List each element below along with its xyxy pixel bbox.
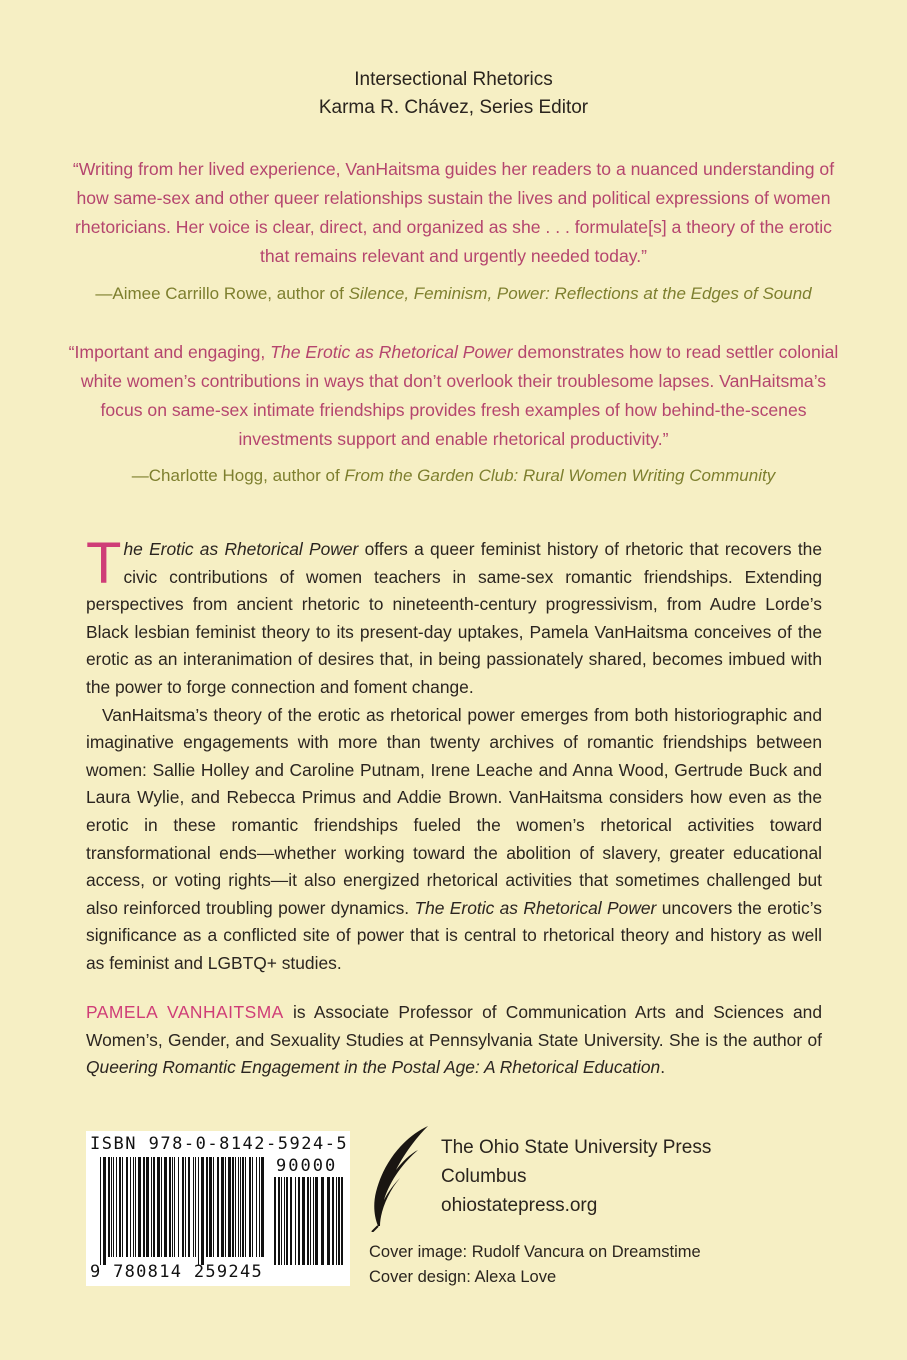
barcode-bar: [249, 1157, 251, 1257]
barcode-bar: [157, 1157, 160, 1257]
addon-bar: [295, 1177, 296, 1265]
addon-bar: [302, 1177, 305, 1265]
barcode-bar: [122, 1157, 123, 1257]
ean-number: 9 780814 259245: [90, 1262, 264, 1282]
author-bio: [86, 999, 822, 1082]
barcode-bar: [242, 1157, 244, 1257]
addon-bar: [310, 1177, 311, 1265]
description-paragraph-2: [86, 702, 822, 978]
barcode-bar: [185, 1157, 186, 1257]
series-name: Intersectional Rhetorics: [354, 69, 553, 90]
barcode-bar: [108, 1157, 110, 1257]
endorsement-quote-1: “Writing from her lived experience, VanHaitsma guides her readers to a nuanced understanding of how same-sex and other queer relationships sustain the lives and political expressions of women rhetoricians. Her voice is clear, direct, and organized as she . . . formulate[s] a theory of the erotic that remains relevant and urgently needed today.”: [72, 159, 835, 266]
publisher-name: The Ohio State University Press: [441, 1137, 712, 1158]
barcode-bar: [172, 1157, 173, 1257]
addon-bar: [336, 1177, 337, 1265]
addon-bar: [315, 1177, 318, 1265]
isbn-number: ISBN 978-0-8142-5924-5: [90, 1134, 349, 1154]
barcode-bar: [232, 1157, 234, 1257]
cover-design-credit: Cover design: Alexa Love: [369, 1268, 557, 1286]
barcode-bar: [161, 1157, 162, 1257]
addon-bar: [286, 1177, 288, 1265]
addon-bar: [298, 1177, 300, 1265]
addon-bar: [290, 1177, 292, 1265]
book-title-inline-2: The Erotic as Rhetorical Power: [414, 897, 657, 918]
quote-prefix-2: “Important and engaging,: [68, 342, 271, 362]
addon-bar: [338, 1177, 340, 1265]
description-p1-text: offers a queer feminist history of rhetoric that recovers the civic contributions of women teachers in same-sex romantic friendships. Extending perspectives from ancient rhetoric to nineteenth-century progressivism, from Audre Lorde’s Black lesbian feminist theory to its present-day uptakes, Pamela VanHaitsma conceives of the erotic as an interanimation of desires that, in being passionately shared, becomes imbued with the power to forge connection and foment change.: [86, 539, 822, 697]
description-p2-end: uncovers the erotic’s significance as a conflicted site of power that is central to rhetorical theory and history as well as feminist and LGBTQ+ studies.: [86, 897, 822, 973]
endorsement-quote-2: [60, 338, 847, 454]
barcode-bar: [126, 1157, 128, 1257]
barcode-bar: [193, 1157, 194, 1257]
attribution-title-2: From the Garden Club: Rural Women Writing Community: [344, 466, 776, 485]
barcode-bar: [103, 1157, 106, 1265]
barcode-bar: [178, 1157, 179, 1257]
cover-credits: [369, 1240, 701, 1290]
series-editor: Karma R. Chávez, Series Editor: [318, 97, 589, 118]
barcode-bar: [174, 1157, 175, 1257]
author-bio-text: is Associate Professor of Communication Arts and Sciences and Women’s, Gender, and Sexuality Studies at Pennsylvania State University. She is the author of: [86, 1002, 823, 1050]
barcode-bar: [221, 1157, 224, 1257]
barcode-bar: [201, 1157, 204, 1265]
barcode-bar: [169, 1157, 171, 1257]
barcode-bar: [252, 1157, 253, 1257]
barcode-bar: [146, 1157, 149, 1257]
barcode-bar: [209, 1157, 212, 1257]
attribution-title-1: Silence, Feminism, Power: Reflections at the Edges of Sound: [348, 284, 812, 303]
barcode-bar: [151, 1157, 152, 1257]
attribution-prefix-2: —Charlotte Hogg, author of: [131, 466, 345, 485]
barcode-bar: [182, 1157, 184, 1257]
cover-image-credit: Cover image: Rudolf Vancura on Dreamstime: [369, 1243, 701, 1261]
author-bio-end: .: [660, 1057, 666, 1078]
book-title-inline: he Erotic as Rhetorical Power: [123, 539, 359, 559]
barcode-bar: [235, 1157, 236, 1257]
author-previous-book: Queering Romantic Engagement in the Postal Age: A Rhetorical Education: [86, 1057, 661, 1078]
barcode-bar: [133, 1157, 134, 1257]
attribution-prefix-1: —Aimee Carrillo Rowe, author of: [95, 284, 349, 303]
barcode-bar: [213, 1157, 214, 1257]
barcode-bar: [188, 1157, 190, 1257]
endorsement-attribution-1: [40, 280, 867, 308]
barcode-bar: [130, 1157, 131, 1257]
dropcap-letter: T: [86, 531, 122, 596]
book-description: [86, 531, 822, 978]
addon-bar: [321, 1177, 324, 1265]
barcode-bar: [259, 1157, 260, 1257]
addon-bar: [274, 1177, 276, 1265]
barcode-bar: [245, 1157, 246, 1257]
barcode-bar: [113, 1157, 114, 1257]
barcode-bar: [240, 1157, 241, 1257]
publisher-city: Columbus: [441, 1166, 527, 1187]
barcode-bar: [217, 1157, 219, 1257]
quote-title-2: The Erotic as Rhetorical Power: [270, 342, 513, 362]
barcode-bar: [143, 1157, 145, 1257]
barcode-bar: [198, 1157, 199, 1265]
barcode-bar: [225, 1157, 226, 1257]
isbn-barcode: [86, 1131, 350, 1286]
addon-bar: [327, 1177, 330, 1265]
quote-rest-2: demonstrates how to read settler colonial white women’s contributions in ways that don’t overlook their troublesome lapses. VanHaitsma’s focus on same-sex intimate friendships provides fresh examples of how behind-the-scenes investments support and enable rhetorical productivity.”: [80, 342, 839, 449]
addon-bar: [332, 1177, 334, 1265]
price-addon-number: 90000: [276, 1156, 338, 1176]
barcode-bar: [256, 1157, 257, 1257]
publisher-website[interactable]: ohiostatepress.org: [441, 1195, 598, 1216]
barcode-bar: [228, 1157, 231, 1257]
barcode-bar: [119, 1157, 121, 1257]
barcode-bar: [238, 1157, 239, 1257]
quill-feather-icon: [366, 1122, 436, 1232]
addon-bar: [278, 1177, 280, 1265]
addon-bar: [281, 1177, 282, 1265]
addon-bar: [341, 1177, 343, 1265]
description-paragraph-1: [86, 531, 822, 702]
barcode-bar: [100, 1157, 101, 1265]
description-p2-start: VanHaitsma’s theory of the erotic as rhetorical power emerges from both historiographic and imaginative engagements with more than twenty archives of romantic friendships between women: Sallie Holley and Caroline Putnam, Irene Leache and Anna Wood, Gertrude Buck and Laura Wylie, and Rebecca Primus and Addie Brown. VanHaitsma considers how even as the erotic in these romantic friendships fueled the women’s rhetorical activities toward transformational ends—whether working toward the abolition of slavery, greater educational access, or voting rights—it also energized rhetorical activities that sometimes challenged but also reinforced troubling power dynamics.: [86, 704, 822, 918]
barcode-bar: [261, 1157, 264, 1257]
barcode-bar: [138, 1157, 141, 1257]
endorsement-attribution-2: [40, 462, 867, 490]
barcode-bar: [111, 1157, 112, 1257]
author-name: PAMELA VANHAITSMA: [86, 1002, 284, 1022]
addon-bar: [284, 1177, 285, 1265]
author-bio-paragraph: [86, 999, 822, 1082]
addon-bar: [307, 1177, 309, 1265]
barcode-bar: [195, 1157, 196, 1257]
barcode-bar: [116, 1157, 117, 1257]
barcode-bar: [135, 1157, 136, 1257]
barcode-bar: [206, 1157, 208, 1257]
series-info: [0, 66, 907, 122]
addon-bar: [313, 1177, 314, 1265]
publisher-info: [441, 1133, 711, 1220]
barcode-bar: [153, 1157, 155, 1257]
barcode-bar: [164, 1157, 167, 1257]
